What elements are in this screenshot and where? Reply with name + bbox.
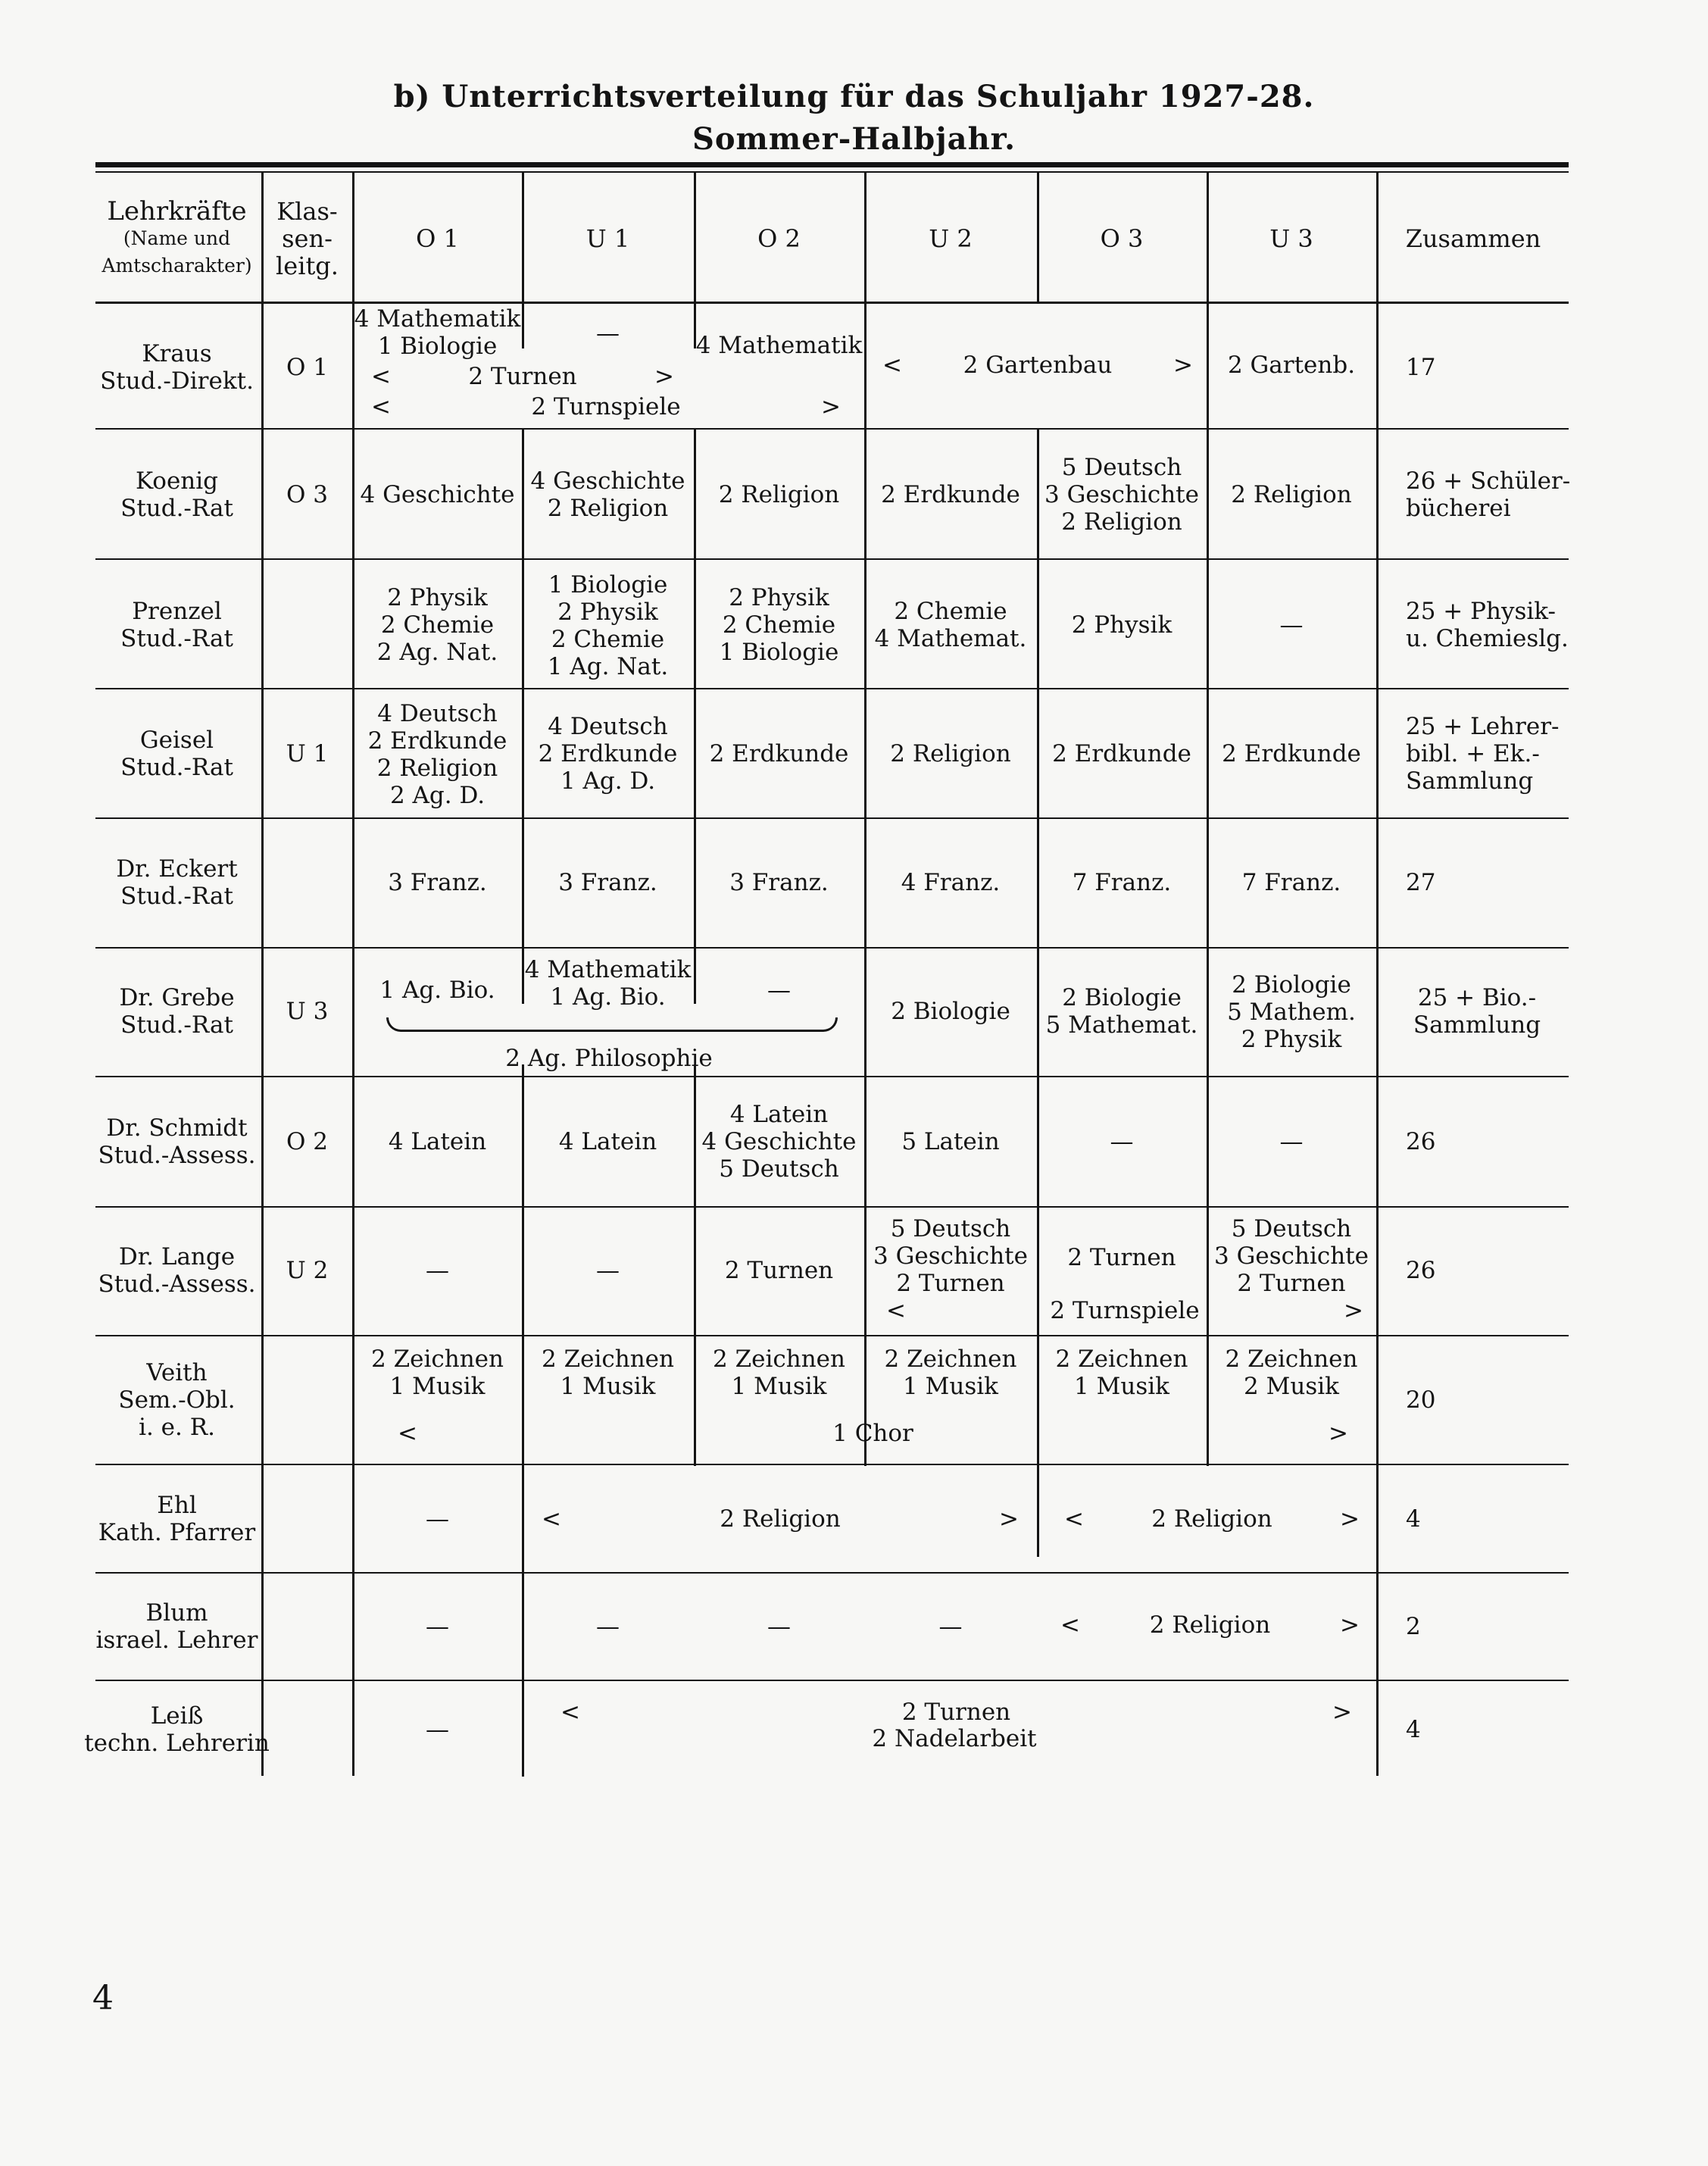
span-religion: < 2 Religion > xyxy=(1060,1611,1360,1639)
cell-u2: 2 Chemie 4 Mathemat. xyxy=(874,598,1027,652)
teacher-name: Geisel Stud.-Rat xyxy=(120,727,233,781)
teacher-name: Koenig Stud.-Rat xyxy=(120,467,233,522)
top-rule-thin xyxy=(95,171,1569,173)
span-nadelarbeit: 2 Nadelarbeit xyxy=(872,1725,1037,1752)
cell-u1: 4 Geschichte 2 Religion xyxy=(530,467,685,522)
klassenleitung: U 3 xyxy=(286,998,329,1025)
row-sep-10 xyxy=(95,1572,1569,1574)
bottom-rule-u1 xyxy=(522,1680,524,1776)
cell-u1: — xyxy=(596,1257,620,1284)
cell-u1: 2 Zeichnen 1 Musik xyxy=(542,1346,674,1400)
cell-o3: 2 Biologie 5 Mathemat. xyxy=(1045,984,1198,1039)
total: 26 xyxy=(1406,1257,1436,1284)
cell-o3: 2 Erdkunde xyxy=(1052,740,1191,767)
total: 25 + Lehrer- bibl. + Ek.- Sammlung xyxy=(1406,713,1560,795)
total: 4 xyxy=(1406,1505,1421,1533)
cell-o3: 5 Deutsch 3 Geschichte 2 Religion xyxy=(1044,453,1199,536)
page-title: b) Unterrichtsverteilung für das Schuljahr 1927-28. xyxy=(393,79,1315,114)
philosophie-brace xyxy=(386,1017,838,1032)
cell-o1: 4 Mathematik 1 Biologie xyxy=(354,305,521,360)
cell-o3: 2 Physik xyxy=(1071,611,1172,639)
cell-o1: — xyxy=(426,1505,449,1533)
total: 25 + Physik- u. Chemieslg. xyxy=(1406,598,1569,652)
cell-o2: 4 Mathematik xyxy=(695,332,863,359)
teacher-name: Blum israel. Lehrer xyxy=(95,1599,258,1654)
span-chor: < 1 Chor > xyxy=(398,1420,1348,1447)
cell-u3: — xyxy=(1279,1128,1304,1155)
col-rule-3 xyxy=(1376,173,1379,1776)
teacher-name: Dr. Grebe Stud.-Rat xyxy=(119,984,235,1039)
cell-u3: 2 Zeichnen 2 Musik xyxy=(1225,1346,1358,1400)
span-turnen: < 2 Turnen > xyxy=(371,363,674,390)
cell-u1: 4 Mathematik 1 Ag. Bio. xyxy=(524,955,692,1011)
col-rule-o3-header xyxy=(1207,173,1209,303)
row-sep-7 xyxy=(95,1206,1569,1208)
cell-o2: 2 Zeichnen 1 Musik xyxy=(713,1346,845,1400)
col-rule-u2-header xyxy=(1037,173,1039,303)
cell-o1: — xyxy=(426,1613,449,1640)
cell-o2: 2 Religion xyxy=(718,480,840,508)
total: 26 + Schüler- bücherei xyxy=(1406,467,1571,522)
cell-u2: 2 Erdkunde xyxy=(881,480,1020,508)
span-religion-1: < 2 Religion > xyxy=(542,1505,1019,1533)
cell-o1: 1 Ag. Bio. xyxy=(379,977,495,1004)
total: 2 xyxy=(1406,1613,1421,1640)
cell-u3: 2 Religion xyxy=(1231,480,1352,508)
cell-o1: 4 Deutsch 2 Erdkunde 2 Religion 2 Ag. D. xyxy=(367,699,507,809)
klassenleitung: O 3 xyxy=(286,480,328,508)
row-sep-3 xyxy=(95,688,1569,689)
cell-o1: 2 Zeichnen 1 Musik xyxy=(371,1346,504,1400)
teacher-name: Dr. Schmidt Stud.-Assess. xyxy=(98,1114,256,1169)
page-number: 4 xyxy=(92,1979,114,2018)
row-sep-6 xyxy=(95,1076,1569,1077)
total: 17 xyxy=(1406,354,1436,381)
teacher-name: Veith Sem.-Obl. i. e. R. xyxy=(118,1359,236,1441)
cell-u1: 1 Biologie 2 Physik 2 Chemie 1 Ag. Nat. xyxy=(547,570,669,680)
span-turnen: < 2 Turnen > xyxy=(560,1699,1352,1726)
cell-u2: 5 Latein xyxy=(901,1128,1000,1155)
page-subtitle: Sommer-Halbjahr. xyxy=(692,121,1016,157)
header-rule xyxy=(95,302,1569,304)
cell-u3: 2 Gartenb. xyxy=(1227,352,1356,379)
cell-u1: 3 Franz. xyxy=(558,869,657,896)
cell-o3: 2 Zeichnen 1 Musik xyxy=(1055,1346,1188,1400)
header-u3: U 3 xyxy=(1269,224,1313,253)
klassenleitung: U 2 xyxy=(286,1257,329,1284)
cell-o2: 2 Physik 2 Chemie 1 Biologie xyxy=(719,584,839,666)
span-turnspiele: < 2 Turnspiele > xyxy=(886,1297,1363,1324)
row-sep-5 xyxy=(95,947,1569,949)
cell-u1: — xyxy=(596,1613,620,1640)
total: 20 xyxy=(1406,1386,1436,1414)
klassenleitung: U 1 xyxy=(286,740,329,767)
header-u1: U 1 xyxy=(585,224,630,253)
cell-u2: 4 Franz. xyxy=(901,869,1001,896)
cell-o3: — xyxy=(1110,1128,1134,1155)
cell-o3: 7 Franz. xyxy=(1072,869,1172,896)
cell-u3: — xyxy=(1279,611,1304,639)
teacher-name: Dr. Eckert Stud.-Rat xyxy=(116,855,238,910)
header-klassen: Klas- sen- leitg. xyxy=(276,197,339,280)
row-sep-9 xyxy=(95,1464,1569,1465)
cell-o2: 4 Latein 4 Geschichte 5 Deutsch xyxy=(701,1101,857,1183)
klassenleitung: O 1 xyxy=(286,354,328,381)
total: 4 xyxy=(1406,1716,1421,1743)
col-rule-o1-header xyxy=(522,173,524,303)
header-teachers: Lehrkräfte (Name und Amtscharakter) xyxy=(101,196,252,277)
cell-o3: 2 Turnen xyxy=(1067,1244,1176,1271)
cell-u2: 2 Zeichnen 1 Musik xyxy=(884,1346,1017,1400)
teacher-name: Dr. Lange Stud.-Assess. xyxy=(98,1243,256,1298)
col-rule-u1-header xyxy=(694,173,696,303)
row-sep-11 xyxy=(95,1680,1569,1681)
lower-rule-o3 xyxy=(1037,1466,1039,1557)
cell-o2: — xyxy=(767,977,791,1004)
cell-u3: 7 Franz. xyxy=(1241,869,1341,896)
span-philosophie: 2 Ag. Philosophie xyxy=(505,1045,713,1072)
r1-rule-c xyxy=(864,303,866,428)
cell-u1: 4 Deutsch 2 Erdkunde 1 Ag. D. xyxy=(538,713,678,795)
cell-u2: 5 Deutsch 3 Geschichte 2 Turnen xyxy=(873,1214,1028,1297)
cell-u3: 5 Deutsch 3 Geschichte 2 Turnen xyxy=(1214,1214,1369,1297)
header-o1: O 1 xyxy=(416,224,459,253)
top-rule-thick xyxy=(95,162,1569,167)
cell-o2: 2 Turnen xyxy=(724,1257,834,1284)
header-o2: O 2 xyxy=(757,224,801,253)
cell-u1: — xyxy=(596,320,620,347)
row-sep-2 xyxy=(95,558,1569,560)
teacher-name: Ehl Kath. Pfarrer xyxy=(98,1492,256,1546)
cell-u2: 2 Biologie xyxy=(891,998,1010,1025)
row-sep-8 xyxy=(95,1335,1569,1336)
header-total: Zusammen xyxy=(1405,224,1541,253)
teacher-name: Prenzel Stud.-Rat xyxy=(120,598,233,652)
header-u2: U 2 xyxy=(929,224,973,253)
span-gartenbau: < 2 Gartenbau > xyxy=(882,352,1193,379)
cell-o2: — xyxy=(767,1613,791,1640)
row-sep-4 xyxy=(95,817,1569,819)
cell-o1: — xyxy=(426,1716,449,1743)
teacher-name: Leiß techn. Lehrerin xyxy=(84,1702,270,1757)
col-rule-o2-header xyxy=(864,173,866,303)
cell-o1: — xyxy=(426,1257,449,1284)
cell-o1: 4 Latein xyxy=(388,1128,487,1155)
total: 25 + Bio.- Sammlung xyxy=(1413,984,1541,1039)
teacher-name: Kraus Stud.-Direkt. xyxy=(100,340,254,395)
col-rule-2 xyxy=(352,173,354,1776)
cell-u2: — xyxy=(938,1613,963,1640)
header-o3: O 3 xyxy=(1100,224,1144,253)
cell-u3: 2 Biologie 5 Mathem. 2 Physik xyxy=(1227,970,1356,1053)
cell-o2: 3 Franz. xyxy=(729,869,829,896)
klassenleitung: O 2 xyxy=(286,1128,328,1155)
span-turnspiele: < 2 Turnspiele > xyxy=(371,393,841,420)
cell-o1: 2 Physik 2 Chemie 2 Ag. Nat. xyxy=(376,584,498,666)
cell-u2: 2 Religion xyxy=(890,740,1011,767)
cell-o1: 4 Geschichte xyxy=(360,480,515,508)
total: 27 xyxy=(1406,869,1436,896)
cell-o1: 3 Franz. xyxy=(388,869,487,896)
cell-u1: 4 Latein xyxy=(558,1128,657,1155)
cell-u3: 2 Erdkunde xyxy=(1222,740,1361,767)
cell-o2: 2 Erdkunde xyxy=(709,740,849,767)
total: 26 xyxy=(1406,1128,1436,1155)
span-religion-2: < 2 Religion > xyxy=(1064,1505,1360,1533)
row-sep-1 xyxy=(95,428,1569,430)
